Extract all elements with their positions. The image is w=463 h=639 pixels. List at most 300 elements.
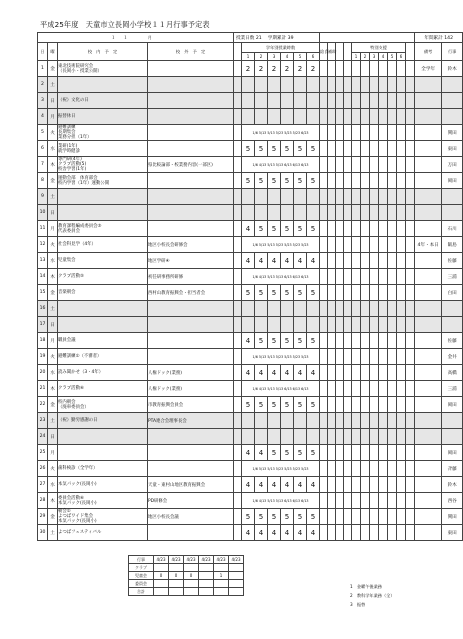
- grade-hours-cell: 5: [255, 141, 268, 157]
- table-row: [38, 365, 463, 381]
- blank-cell: [234, 461, 242, 477]
- flag-cell: [320, 285, 328, 301]
- table-row: [38, 221, 463, 237]
- blank-cell: [234, 221, 242, 237]
- special-grade-6: 6: [397, 53, 406, 61]
- outside-event-cell: PD研修会: [148, 493, 234, 509]
- blank-cell: [406, 429, 415, 445]
- special-cell: [361, 205, 370, 221]
- special-cell: [388, 477, 397, 493]
- special-cell: [370, 461, 379, 477]
- flag-cell: [328, 237, 336, 253]
- day-cell: 15: [38, 285, 48, 301]
- hours-detail-cell: 1/6 4/13 5/13 5/13 6/13 6/13 6/13: [242, 269, 320, 285]
- flag-cell: [320, 93, 328, 109]
- weekday-cell: 木: [48, 157, 58, 173]
- special-cell: [397, 317, 406, 333]
- blank-cell: [234, 493, 242, 509]
- special-cell: [361, 317, 370, 333]
- school-event-cell: [58, 461, 148, 477]
- footer-cell: 0: [154, 572, 169, 580]
- duty-cell: 三浦: [442, 269, 463, 285]
- flag-cell: [336, 93, 344, 109]
- grade-hours-cell: 5: [268, 141, 281, 157]
- special-cell: [379, 349, 388, 365]
- duty-cell: [442, 189, 463, 205]
- outside-event-cell: [148, 301, 234, 317]
- table-row: [38, 109, 463, 125]
- special-cell: [352, 429, 361, 445]
- weekday-cell: 土: [48, 189, 58, 205]
- school-event-line: 専門研(4年): [58, 157, 82, 162]
- special-cell: [397, 493, 406, 509]
- flag-cell: [328, 173, 336, 189]
- flag-cell: [344, 77, 352, 93]
- special-cell: [352, 461, 361, 477]
- blank-cell: [234, 125, 242, 141]
- special-cell: [388, 365, 397, 381]
- school-event-cell: [58, 189, 148, 205]
- footer-cell: 4/23: [199, 556, 214, 564]
- special-cell: [361, 93, 370, 109]
- grade-hours-cell: 4: [281, 253, 294, 269]
- special-cell: [370, 397, 379, 413]
- school-event-cell: [58, 221, 148, 237]
- school-event-line: 本気パック(長岡小): [58, 500, 97, 506]
- grade-hours-cell: [268, 413, 281, 429]
- flag-cell: [320, 493, 328, 509]
- weekday-cell: 土: [48, 413, 58, 429]
- school-event-cell: [58, 301, 148, 317]
- school-event-line: 就学時健診: [58, 148, 80, 154]
- school-event-cell: [58, 509, 148, 525]
- flag-cell: [344, 301, 352, 317]
- remarks-cell: [415, 301, 442, 317]
- grade-hours-cell: 5: [307, 445, 320, 461]
- special-cell: [352, 221, 361, 237]
- flag-cell: [328, 61, 336, 77]
- grade-hours-cell: [255, 93, 268, 109]
- footer-cell: 1: [214, 572, 229, 580]
- special-cell: [370, 477, 379, 493]
- table-row: [38, 205, 463, 221]
- school-event-cell: [58, 285, 148, 301]
- flag-cell: [328, 333, 336, 349]
- grade-hours-cell: 5: [307, 333, 320, 349]
- grade-hours-cell: [294, 189, 307, 205]
- outside-event-cell: [148, 205, 234, 221]
- school-event-line: 校内朝会: [58, 399, 76, 405]
- footer-cell: [199, 580, 214, 588]
- blank-cell: [234, 253, 242, 269]
- school-event-cell: [58, 93, 148, 109]
- special-cell: [361, 141, 370, 157]
- duty-cell: 万田: [442, 157, 463, 173]
- flag-cell: [328, 269, 336, 285]
- grade-hours-cell: [242, 205, 255, 221]
- footer-cell: 4/23: [229, 556, 244, 564]
- table-row: [38, 93, 463, 109]
- special-cell: [388, 445, 397, 461]
- footer-label: 児童会: [129, 572, 154, 580]
- blank-cell: [406, 61, 415, 77]
- footer-cell: [229, 564, 244, 572]
- special-cell: [370, 269, 379, 285]
- weekday-cell: 水: [48, 477, 58, 493]
- blank-cell: [406, 269, 415, 285]
- school-event-cell: [58, 317, 148, 333]
- day-cell: 1: [38, 61, 48, 77]
- grade-hours-cell: 5: [307, 173, 320, 189]
- special-cell: [388, 493, 397, 509]
- footer-cell: [229, 588, 244, 596]
- blank-cell: [406, 493, 415, 509]
- footer-cell: [214, 580, 229, 588]
- special-cell: [370, 109, 379, 125]
- footer-label: 合計: [129, 588, 154, 596]
- special-cell: [370, 445, 379, 461]
- school-event-line: よつばフェスティバル: [58, 530, 102, 535]
- month-label: １１ 月: [38, 33, 234, 43]
- special-cell: [397, 269, 406, 285]
- special-cell: [397, 477, 406, 493]
- grade-1: 1: [242, 53, 255, 61]
- flag-cell: [328, 125, 336, 141]
- grade-hours-cell: 5: [307, 285, 320, 301]
- weekday-cell: 金: [48, 173, 58, 189]
- footer-cell: [169, 588, 184, 596]
- special-cell: [388, 61, 397, 77]
- grade-hours-cell: [281, 189, 294, 205]
- school-event-cell: [58, 429, 148, 445]
- remarks-cell: 4年・本日: [415, 237, 442, 253]
- flag-cell: [344, 429, 352, 445]
- school-event-cell: [58, 349, 148, 365]
- outside-event-cell: [148, 109, 234, 125]
- grade-hours-cell: 4: [255, 445, 268, 461]
- special-cell: [361, 77, 370, 93]
- duty-cell: 東田: [442, 525, 463, 541]
- cumulative-value: 39: [287, 35, 294, 41]
- blank-cell: [406, 125, 415, 141]
- table-row: [38, 301, 463, 317]
- col-blank2: [336, 43, 344, 61]
- blank-cell: [406, 157, 415, 173]
- remarks-cell: [415, 461, 442, 477]
- outside-event-cell: [148, 525, 234, 541]
- footer-cell: [169, 580, 184, 588]
- special-cell: [352, 77, 361, 93]
- grade-hours-cell: 4: [268, 477, 281, 493]
- col-lunch: 給食: [320, 43, 328, 61]
- special-cell: [388, 237, 397, 253]
- duty-cell: 三浦: [442, 381, 463, 397]
- grade-hours-cell: 5: [281, 173, 294, 189]
- flag-cell: [336, 397, 344, 413]
- school-event-cell: [58, 365, 148, 381]
- outside-event-cell: 人権ドック(業務): [148, 365, 234, 381]
- blank-cell: [406, 317, 415, 333]
- flag-cell: [328, 109, 336, 125]
- outside-event-cell: [148, 93, 234, 109]
- blank-cell: [234, 189, 242, 205]
- grade-hours-cell: 5: [255, 221, 268, 237]
- school-event-cell: [58, 141, 148, 157]
- weekday-cell: 土: [48, 525, 58, 541]
- day-cell: 29: [38, 509, 48, 525]
- grade-hours-cell: [307, 205, 320, 221]
- column-header-row: [38, 43, 463, 53]
- flag-cell: [328, 93, 336, 109]
- grade-hours-cell: 5: [294, 173, 307, 189]
- weekday-cell: 火: [48, 125, 58, 141]
- grade-hours-cell: 5: [268, 509, 281, 525]
- note-1: 1 金曜午後業務: [350, 584, 382, 589]
- special-cell: [361, 461, 370, 477]
- table-row: [38, 445, 463, 461]
- flag-cell: [344, 173, 352, 189]
- flag-cell: [336, 173, 344, 189]
- grade-hours-cell: 4: [255, 477, 268, 493]
- remarks-cell: [415, 221, 442, 237]
- flag-cell: [328, 477, 336, 493]
- flag-cell: [336, 109, 344, 125]
- outside-event-cell: 市教育振興会員会: [148, 397, 234, 413]
- special-cell: [388, 269, 397, 285]
- table-row: [38, 253, 463, 269]
- special-cell: [397, 61, 406, 77]
- schedule-rows: [38, 61, 463, 541]
- grade-hours-cell: 5: [307, 509, 320, 525]
- outside-event-cell: 地区小校長会研修会: [148, 237, 234, 253]
- table-row: [38, 269, 463, 285]
- blank-cell: [406, 525, 415, 541]
- special-cell: [397, 109, 406, 125]
- blank-cell: [234, 141, 242, 157]
- special-cell: [352, 493, 361, 509]
- footer-cell: [154, 564, 169, 572]
- day-cell: 8: [38, 173, 48, 189]
- blank-cell: [234, 525, 242, 541]
- flag-cell: [336, 77, 344, 93]
- outside-event-cell: [148, 317, 234, 333]
- table-row: [38, 509, 463, 525]
- grade-hours-cell: [281, 109, 294, 125]
- flag-cell: [336, 333, 344, 349]
- special-cell: [388, 221, 397, 237]
- flag-cell: [328, 445, 336, 461]
- annual-cell: [415, 33, 463, 43]
- special-cell: [361, 429, 370, 445]
- grade-hours-cell: 5: [242, 173, 255, 189]
- special-cell: [361, 221, 370, 237]
- special-cell: [352, 157, 361, 173]
- footer-cell: [169, 564, 184, 572]
- special-cell: [361, 445, 370, 461]
- special-cell: [361, 365, 370, 381]
- special-cell: [352, 253, 361, 269]
- duty-cell: [442, 301, 463, 317]
- special-cell: [379, 189, 388, 205]
- footer-row: [129, 580, 244, 588]
- table-row: [38, 493, 463, 509]
- cumulative-label: 学期累計: [267, 35, 287, 41]
- weekday-cell: 木: [48, 269, 58, 285]
- outside-event-cell: [148, 77, 234, 93]
- school-event-line: 避難訓練: [58, 125, 76, 130]
- remarks-cell: [415, 77, 442, 93]
- remarks-cell: [415, 173, 442, 189]
- outside-event-cell: [148, 141, 234, 157]
- school-event-line: よつばワイド集会: [58, 514, 93, 519]
- flag-cell: [328, 77, 336, 93]
- day-cell: 28: [38, 493, 48, 509]
- school-event-line: 朝会②: [58, 509, 71, 514]
- grade-hours-cell: [281, 429, 294, 445]
- day-cell: 21: [38, 381, 48, 397]
- special-cell: [388, 125, 397, 141]
- hours-detail-cell: 1/6 5/13 5/13 5/23 5/23 5/23 5/23: [242, 349, 320, 365]
- grade-hours-cell: [255, 205, 268, 221]
- blank-cell: [406, 461, 415, 477]
- special-cell: [379, 93, 388, 109]
- col-duty: 行事: [442, 43, 463, 61]
- footer-cell: 4/23: [184, 556, 199, 564]
- flag-cell: [320, 461, 328, 477]
- school-event-cell: [58, 445, 148, 461]
- weekday-cell: 月: [48, 109, 58, 125]
- special-cell: [388, 333, 397, 349]
- weekday-cell: 木: [48, 381, 58, 397]
- blank-cell: [406, 285, 415, 301]
- remarks-cell: [415, 477, 442, 493]
- outside-event-cell: 地区学研④: [148, 253, 234, 269]
- footer-cell: 4/23: [169, 556, 184, 564]
- special-cell: [361, 477, 370, 493]
- grade-6: 6: [307, 53, 320, 61]
- grade-hours-cell: 4: [294, 525, 307, 541]
- flag-cell: [320, 253, 328, 269]
- flag-cell: [344, 157, 352, 173]
- blank-cell: [234, 301, 242, 317]
- remarks-cell: [415, 445, 442, 461]
- table-row: [38, 381, 463, 397]
- remarks-cell: [415, 93, 442, 109]
- outside-event-cell: 県比較論部・校業務内容(一部区): [148, 157, 234, 173]
- school-days-label: 授業日数: [236, 35, 255, 41]
- flag-cell: [344, 317, 352, 333]
- school-event-cell: [58, 237, 148, 253]
- school-event-cell: [58, 205, 148, 221]
- flag-cell: [336, 141, 344, 157]
- day-cell: 11: [38, 221, 48, 237]
- blank-cell: [406, 349, 415, 365]
- flag-cell: [328, 141, 336, 157]
- table-row: [38, 173, 463, 189]
- special-cell: [388, 205, 397, 221]
- footer-cell: 0: [169, 572, 184, 580]
- special-cell: [370, 317, 379, 333]
- flag-cell: [320, 301, 328, 317]
- special-cell: [370, 413, 379, 429]
- weekday-cell: 土: [48, 77, 58, 93]
- special-cell: [370, 125, 379, 141]
- flag-cell: [320, 413, 328, 429]
- flag-cell: [336, 269, 344, 285]
- hours-detail-cell: 1/6 4/13 5/13 5/13 6/13 6/13 6/13: [242, 381, 320, 397]
- school-event-line: 振替休日: [58, 114, 76, 119]
- footer-cell: [184, 580, 199, 588]
- grade-hours-cell: [281, 205, 294, 221]
- outside-event-cell: [148, 221, 234, 237]
- special-cell: [379, 493, 388, 509]
- duty-cell: 鈴木: [442, 477, 463, 493]
- school-event-line: （長岡小・授業公開）: [58, 68, 102, 74]
- special-cell: [379, 157, 388, 173]
- duty-cell: 飯島: [442, 237, 463, 253]
- special-cell: [352, 285, 361, 301]
- special-cell: [361, 413, 370, 429]
- blank-cell: [406, 477, 415, 493]
- flag-cell: [328, 205, 336, 221]
- special-cell: [352, 109, 361, 125]
- grade-hours-cell: 2: [281, 61, 294, 77]
- day-cell: 17: [38, 317, 48, 333]
- special-cell: [370, 189, 379, 205]
- flag-cell: [320, 157, 328, 173]
- grade-hours-cell: 4: [294, 253, 307, 269]
- table-row: [38, 125, 463, 141]
- special-cell: [397, 237, 406, 253]
- school-event-line: 歯科検診（全学年）: [58, 466, 98, 471]
- footer-row: [129, 588, 244, 596]
- grade-hours-cell: [307, 429, 320, 445]
- blank-cell: [406, 93, 415, 109]
- blank-cell: [234, 285, 242, 301]
- flag-cell: [320, 317, 328, 333]
- outside-event-cell: 地区小校長会議: [148, 509, 234, 525]
- weekday-cell: 金: [48, 285, 58, 301]
- school-days-cell: [234, 33, 320, 43]
- note-2: 2 教科学年業務（全）: [350, 593, 395, 598]
- flag-cell: [320, 141, 328, 157]
- special-cell: [361, 333, 370, 349]
- table-row: [38, 285, 463, 301]
- grade-hours-cell: 5: [255, 333, 268, 349]
- school-event-line: 業研(1年): [58, 143, 78, 149]
- duty-cell: [442, 205, 463, 221]
- blank-cell: [406, 221, 415, 237]
- footer-cell: [214, 588, 229, 596]
- grade-hours-cell: 5: [294, 445, 307, 461]
- day-cell: 12: [38, 237, 48, 253]
- remarks-cell: [415, 157, 442, 173]
- grade-hours-cell: 4: [307, 365, 320, 381]
- grade-hours-cell: 5: [242, 509, 255, 525]
- remarks-cell: [415, 525, 442, 541]
- flag-cell: [328, 221, 336, 237]
- grade-hours-cell: 5: [255, 509, 268, 525]
- grade-hours-cell: 4: [281, 477, 294, 493]
- special-cell: [352, 525, 361, 541]
- outside-event-cell: 初任研事務所研修: [148, 269, 234, 285]
- outside-event-cell: [148, 461, 234, 477]
- flag-cell: [320, 509, 328, 525]
- footer-cell: [184, 564, 199, 572]
- remarks-cell: [415, 429, 442, 445]
- grade-hours-cell: 4: [294, 477, 307, 493]
- grade-hours-cell: 5: [255, 173, 268, 189]
